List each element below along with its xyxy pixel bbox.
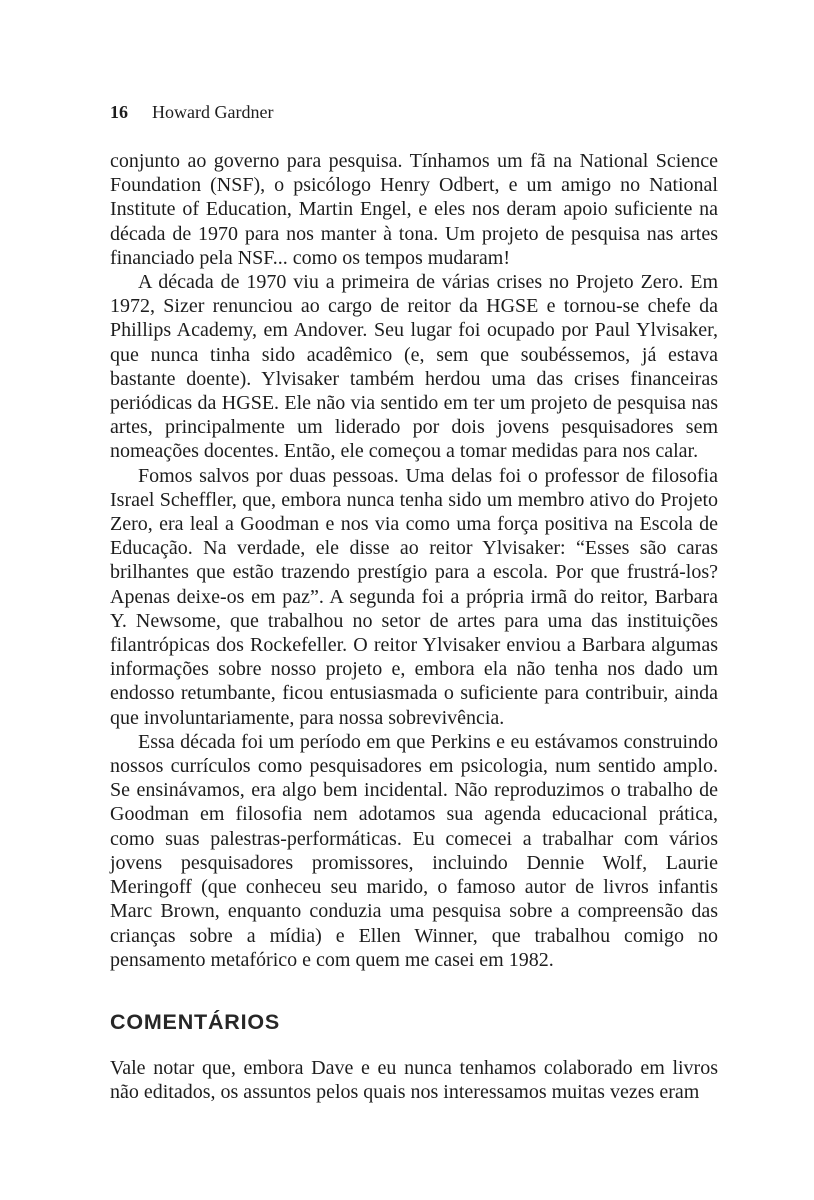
page-body (110, 149, 718, 1104)
paragraph: Fomos salvos por duas pessoas. Uma delas foi o professor de filosofia Israel Scheffler, que, embora nunca tenha sido um membro ativo do Projeto Zero, era leal a Goodman e nos via como uma força positiva na Escola de Educação. Na verdade, ele disse ao reitor Ylvisaker: “Esses são caras brilhantes que estão trazendo prestígio para a escola. Por que frustrá-los? Apenas deixe-os em paz”. A segunda foi a própria irmã do reitor, Barbara Y. Newsome, que trabalhou no setor de artes para uma das instituições filantrópicas dos Rockefeller. O reitor Ylvisaker enviou a Barbara algumas informações sobre nosso projeto e, embora ela não tenha nos dado um endosso retumbante, ficou entusiasmada o suficiente para contribuir, ainda que involuntariamente, para nossa sobrevivência. (110, 464, 718, 729)
section-heading: COMENTÁRIOS (110, 1009, 281, 1034)
page-number: 16 (110, 102, 128, 122)
paragraph-continuation: conjunto ao governo para pesquisa. Tínhamos um fã na National Science Foundation (NSF), o psicólogo Henry Odbert, e um amigo no National Institute of Education, Martin Engel, e eles nos deram apoio suficiente na década de 1970 para nos manter à tona. Um projeto de pesquisa nas artes financiado pela NSF... como os tempos mudaram! (110, 150, 718, 269)
paragraph: Essa década foi um período em que Perkins e eu estávamos construindo nossos currículos como pesquisadores em psicologia, num sentido amplo. Se ensinávamos, era algo bem incidental. Não reproduzimos o trabalho de Goodman em filosofia nem adotamos sua agenda educacional prática, como suas palestras-performáticas. Eu comecei a trabalhar com vários jovens pesquisadores promissores, incluindo Dennie Wolf, Laurie Meringoff (que conheceu seu marido, o famoso autor de livros infantis Marc Brown, enquanto conduzia uma pesquisa sobre a compreensão das crianças sobre a mídia) e Ellen Winner, que trabalhou comigo no pensamento metafórico e com quem me casei em 1982. (110, 730, 718, 971)
closing-paragraph: Vale notar que, embora Dave e eu nunca tenhamos colaborado em livros não editados, os assuntos pelos quais nos interessamos muitas vezes eram (110, 1056, 718, 1104)
paragraph: A década de 1970 viu a primeira de várias crises no Projeto Zero. Em 1972, Sizer renunciou ao cargo de reitor da HGSE e tornou-se chefe da Phillips Academy, em Andover. Seu lugar foi ocupado por Paul Ylvisaker, que nunca tinha sido acadêmico (e, sem que soubéssemos, já estava bastante doente). Ylvisaker também herdou uma das crises financeiras periódicas da HGSE. Ele não via sentido em ter um projeto de pesquisa nas artes, principalmente um liderado por dois jovens pesquisadores sem nomeações docentes. Então, ele começou a tomar medidas para nos calar. (110, 271, 718, 463)
running-title: Howard Gardner (152, 102, 274, 122)
running-head (110, 101, 273, 123)
